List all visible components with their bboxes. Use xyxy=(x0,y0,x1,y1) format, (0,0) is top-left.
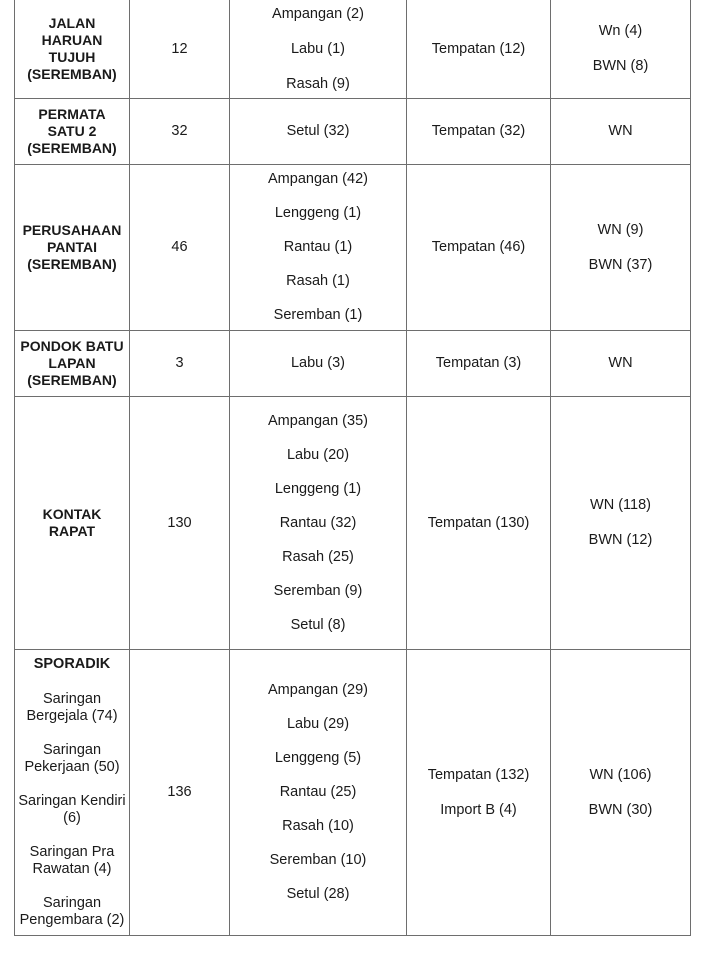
table-row xyxy=(15,99,691,165)
cluster-name xyxy=(15,106,129,157)
citizenship-item: BWN (8) xyxy=(592,58,649,74)
location-item: Rantau (1) xyxy=(283,239,353,255)
cluster-name-cell xyxy=(15,99,130,165)
subcategory-line: Saringan xyxy=(42,895,102,911)
location-item: Ampangan (29) xyxy=(268,682,368,698)
locations-list xyxy=(230,413,406,634)
location-item: Seremban (10) xyxy=(269,852,367,868)
total-cases: 12 xyxy=(171,40,188,57)
citizenship-item: WN (106) xyxy=(589,766,652,783)
location-item: Labu (3) xyxy=(290,355,345,371)
case-type: Import B (4) xyxy=(440,801,517,818)
location-item: Rasah (10) xyxy=(282,818,354,834)
location-item: Lenggeng (1) xyxy=(274,205,362,221)
case-type-list xyxy=(407,767,550,819)
locations-list xyxy=(230,171,406,324)
citizenship-item: BWN (37) xyxy=(588,256,653,273)
total-cases: 130 xyxy=(167,514,192,531)
cluster-cases-table xyxy=(14,0,691,936)
total-cases-cell xyxy=(130,397,230,650)
total-cases: 32 xyxy=(171,123,188,139)
case-type: Tempatan (3) xyxy=(435,355,522,371)
location-item: Labu (1) xyxy=(290,40,345,57)
table-row xyxy=(15,0,691,99)
locations-list xyxy=(230,6,406,93)
location-item: Labu (29) xyxy=(286,716,350,732)
sporadic-subcategory-list xyxy=(15,691,129,929)
cluster-name-line: KONTAK xyxy=(42,506,102,522)
sporadic-subcategory xyxy=(15,742,129,776)
subcategory-line: Saringan xyxy=(42,742,102,758)
subcategory-line: Saringan Pra xyxy=(29,844,115,860)
citizenship-item: WN (118) xyxy=(590,497,651,513)
location-item: Ampangan (2) xyxy=(272,5,364,22)
total-cases: 136 xyxy=(167,784,192,800)
subcategory-line: Rawatan (4) xyxy=(32,861,112,877)
total-cases: 3 xyxy=(175,355,184,371)
location-item: Ampangan (35) xyxy=(268,412,368,429)
citizenship-cell xyxy=(551,397,691,650)
sporadic-subcategory xyxy=(15,844,129,878)
location-item: Setul (32) xyxy=(286,123,350,139)
subcategory-line: Pekerjaan (50) xyxy=(24,759,120,775)
subcategory-line: (6) xyxy=(63,810,81,826)
total-cases-cell xyxy=(130,0,230,99)
citizenship-cell xyxy=(551,650,691,936)
location-item: Rasah (1) xyxy=(286,273,350,289)
citizenship-list xyxy=(551,767,690,819)
location-item: Lenggeng (1) xyxy=(274,480,362,497)
cluster-name-line: PERMATA xyxy=(38,106,106,122)
cluster-name-line: PANTAI xyxy=(46,239,98,255)
locations-cell xyxy=(230,165,407,331)
case-type-cell xyxy=(407,650,551,936)
location-item: Rantau (32) xyxy=(279,514,357,531)
cluster-name-line: (SEREMBAN) xyxy=(27,66,117,82)
cluster-name-line: PERUSAHAAN xyxy=(22,222,122,238)
subcategory-line: Saringan xyxy=(42,691,102,707)
cluster-name xyxy=(15,338,129,389)
cluster-name xyxy=(15,15,129,83)
location-item: Rasah (9) xyxy=(286,75,350,92)
sporadic-subcategory xyxy=(15,895,129,929)
table-row xyxy=(15,650,691,936)
location-item: Seremban (9) xyxy=(273,582,363,599)
case-type-cell xyxy=(407,99,551,165)
citizenship-item: WN xyxy=(608,123,633,139)
cluster-name xyxy=(15,506,129,540)
locations-cell xyxy=(230,650,407,936)
location-item: Lenggeng (5) xyxy=(274,750,362,766)
cluster-name-line: (SEREMBAN) xyxy=(27,140,117,156)
total-cases-cell xyxy=(130,650,230,936)
locations-cell xyxy=(230,331,407,397)
cluster-name-line: JALAN xyxy=(48,15,96,31)
cluster-name-line: (SEREMBAN) xyxy=(27,256,117,272)
subcategory-line: Bergejala (74) xyxy=(26,708,118,724)
cluster-name-line: (SEREMBAN) xyxy=(27,372,117,388)
locations-list xyxy=(230,682,406,903)
location-item: Labu (20) xyxy=(286,446,350,463)
sporadic-subcategory xyxy=(15,691,129,725)
location-item: Seremban (1) xyxy=(273,307,363,323)
case-type-cell xyxy=(407,331,551,397)
citizenship-item: BWN (12) xyxy=(588,532,653,548)
citizenship-cell xyxy=(551,165,691,331)
cluster-name-cell xyxy=(15,650,130,936)
case-type: Tempatan (12) xyxy=(431,40,526,57)
case-type-cell xyxy=(407,397,551,650)
cluster-name-line: RAPAT xyxy=(48,523,96,539)
cluster-name-cell xyxy=(15,165,130,331)
citizenship-item: Wn (4) xyxy=(598,23,643,39)
citizenship-list xyxy=(551,222,690,274)
table-row xyxy=(15,331,691,397)
case-type: Tempatan (46) xyxy=(431,239,526,255)
citizenship-item: WN xyxy=(608,355,633,371)
citizenship-item: WN (9) xyxy=(597,221,644,238)
citizenship-cell xyxy=(551,0,691,99)
locations-cell xyxy=(230,0,407,99)
cluster-name-line: HARUAN xyxy=(41,32,103,48)
case-type: Tempatan (132) xyxy=(427,766,530,783)
cluster-name-line: PONDOK BATU xyxy=(20,338,124,354)
location-item: Setul (28) xyxy=(286,886,350,902)
citizenship-list xyxy=(551,23,690,75)
total-cases-cell xyxy=(130,99,230,165)
case-type-cell xyxy=(407,165,551,331)
total-cases: 46 xyxy=(171,239,188,255)
citizenship-cell xyxy=(551,99,691,165)
cluster-name-line: LAPAN xyxy=(48,355,96,371)
cluster-name xyxy=(15,222,129,273)
citizenship-item: BWN (30) xyxy=(588,801,653,818)
case-type-cell xyxy=(407,0,551,99)
table-row xyxy=(15,165,691,331)
total-cases-cell xyxy=(130,165,230,331)
locations-cell xyxy=(230,397,407,650)
cluster-name-cell xyxy=(15,0,130,99)
cluster-name-cell xyxy=(15,397,130,650)
location-item: Ampangan (42) xyxy=(268,171,368,187)
location-item: Rasah (25) xyxy=(282,548,354,565)
table-row xyxy=(15,397,691,650)
sporadic-title: SPORADIK xyxy=(33,656,111,672)
cluster-name-cell xyxy=(15,331,130,397)
locations-cell xyxy=(230,99,407,165)
case-type: Tempatan (32) xyxy=(431,123,526,139)
subcategory-line: Pengembara (2) xyxy=(19,912,125,928)
total-cases-cell xyxy=(130,331,230,397)
location-item: Rantau (25) xyxy=(279,784,357,800)
sporadic-subcategory xyxy=(15,793,129,827)
citizenship-list xyxy=(551,497,690,549)
case-type: Tempatan (130) xyxy=(427,514,530,531)
cluster-name-line: TUJUH xyxy=(48,49,96,65)
subcategory-line: Saringan Kendiri xyxy=(18,793,126,809)
location-item: Setul (8) xyxy=(290,616,346,633)
citizenship-cell xyxy=(551,331,691,397)
cluster-name-line: SATU 2 xyxy=(47,123,97,139)
